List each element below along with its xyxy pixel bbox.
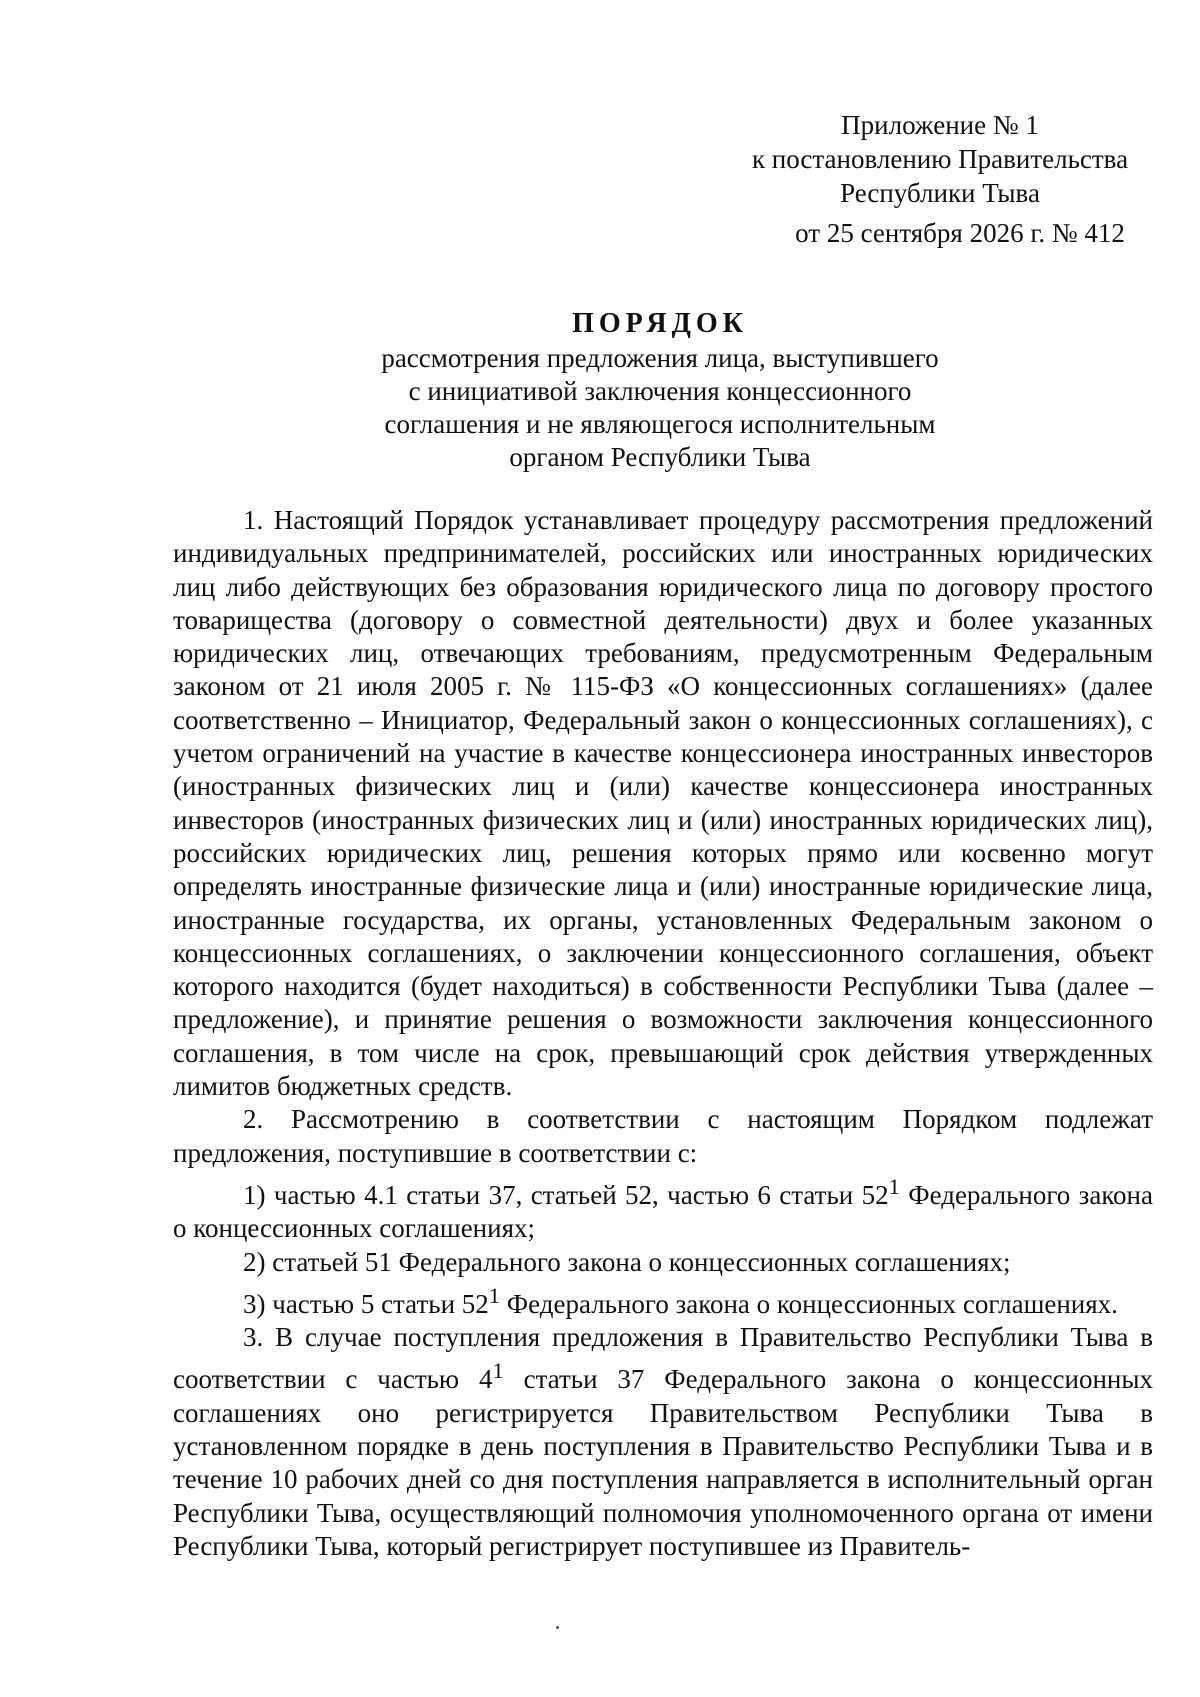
paragraph-3-text-end: статьи 37 Федерального закона о концессионных соглашениях оно регистрируется Правительством Республики Тыва в установленном порядке в день поступления в Правительство Республики Тыва и в течение 10 рабочих дней со дня поступления направляется в исполнительный орган Республики Тыва, осуществляющий полномочия уполномоченного органа от имени Республики Тыва, который регистрирует поступившее из Правитель- [173,1364,1153,1561]
paragraph-3-text: 3. В случае поступления предложения в Правительство Республики Тыва в соответствии с частью 4 [173,1322,1153,1395]
item-3-text: 3) частью 5 статьи 52 [243,1288,489,1319]
paragraph-2-item-3 [173,1279,1153,1321]
document-subtitle-line-4: органом Республики Тыва [509,442,811,472]
document-title-block [300,306,1020,474]
appendix-region: Республики Тыва [840,178,1040,208]
paragraph-1: 1. Настоящий Порядок устанавливает процедуру рассмотрения предложений индивидуальных предпринимателей, российских или иностранных юридических лиц либо действующих без образования юридического лица по договору простого товарищества (договору о совместной деятельности) двух и более указанных юридических лиц, отвечающих требованиям, предусмотренным Федеральным законом от 21 июля 2005 г. № 115-ФЗ «О концессионных соглашениях» (далее соответственно – Инициатор, Федеральный закон о концессионных соглашениях), с учетом ограничений на участие в качестве концессионера иностранных инвесторов (иностранных физических лиц и (или) качестве концессионера иностранных инвесторов (иностранных физических лиц и (или) иностранных юридических лиц), российских юридических лиц, решения которых прямо или косвенно могут определять иностранные физические лица и (или) иностранные юридические лица, иностранные государства, их органы, установленных Федеральным законом о концессионных соглашениях, о заключении концессионного соглашения, объект которого находится (будет находиться) в собственности Республики Тыва (далее – предложение), и принятие решения о возможности заключения концессионного соглашения, в том числе на срок, превышающий срок действия утвержденных лимитов бюджетных средств. [173,505,1153,1102]
appendix-header [730,108,1150,250]
document-subtitle-line-3: соглашения и не являющегося исполнительным [384,409,936,439]
paragraph-3 [173,1321,1153,1563]
paragraph-2-item-2: 2) статьей 51 Федерального закона о концессионных соглашениях; [243,1246,1011,1277]
paragraph-3-superscript: 1 [492,1358,504,1384]
document-subtitle-line-2: с инициативой заключения концессионного [408,376,912,406]
appendix-number: Приложение № 1 [841,110,1039,140]
appendix-reference: к постановлению Правительства [751,144,1129,174]
document-subtitle-line-1: рассмотрения предложения лица, выступившего [381,343,939,373]
item-3-text-end: Федерального закона о концессионных соглашениях. [500,1288,1118,1319]
item-1-text: 1) частью 4.1 статьи 37, статьей 52, частью 6 статьи 52 [243,1179,889,1210]
scan-speck [556,1626,559,1629]
appendix-date: от 25 сентября 2026 г. № 412 [795,218,1125,248]
document-title: ПОРЯДОК [572,308,748,339]
item-1-text-end: Федерального закона о концессионных соглашениях; [173,1179,1153,1244]
document-body [173,504,1153,1563]
paragraph-2: 2. Рассмотрению в соответствии с настоящим Порядком подлежат предложения, поступившие в соответствии с: [173,1104,1153,1168]
item-1-superscript: 1 [888,1173,900,1199]
item-3-superscript: 1 [488,1282,501,1308]
paragraph-2-item-1 [173,1170,1153,1246]
